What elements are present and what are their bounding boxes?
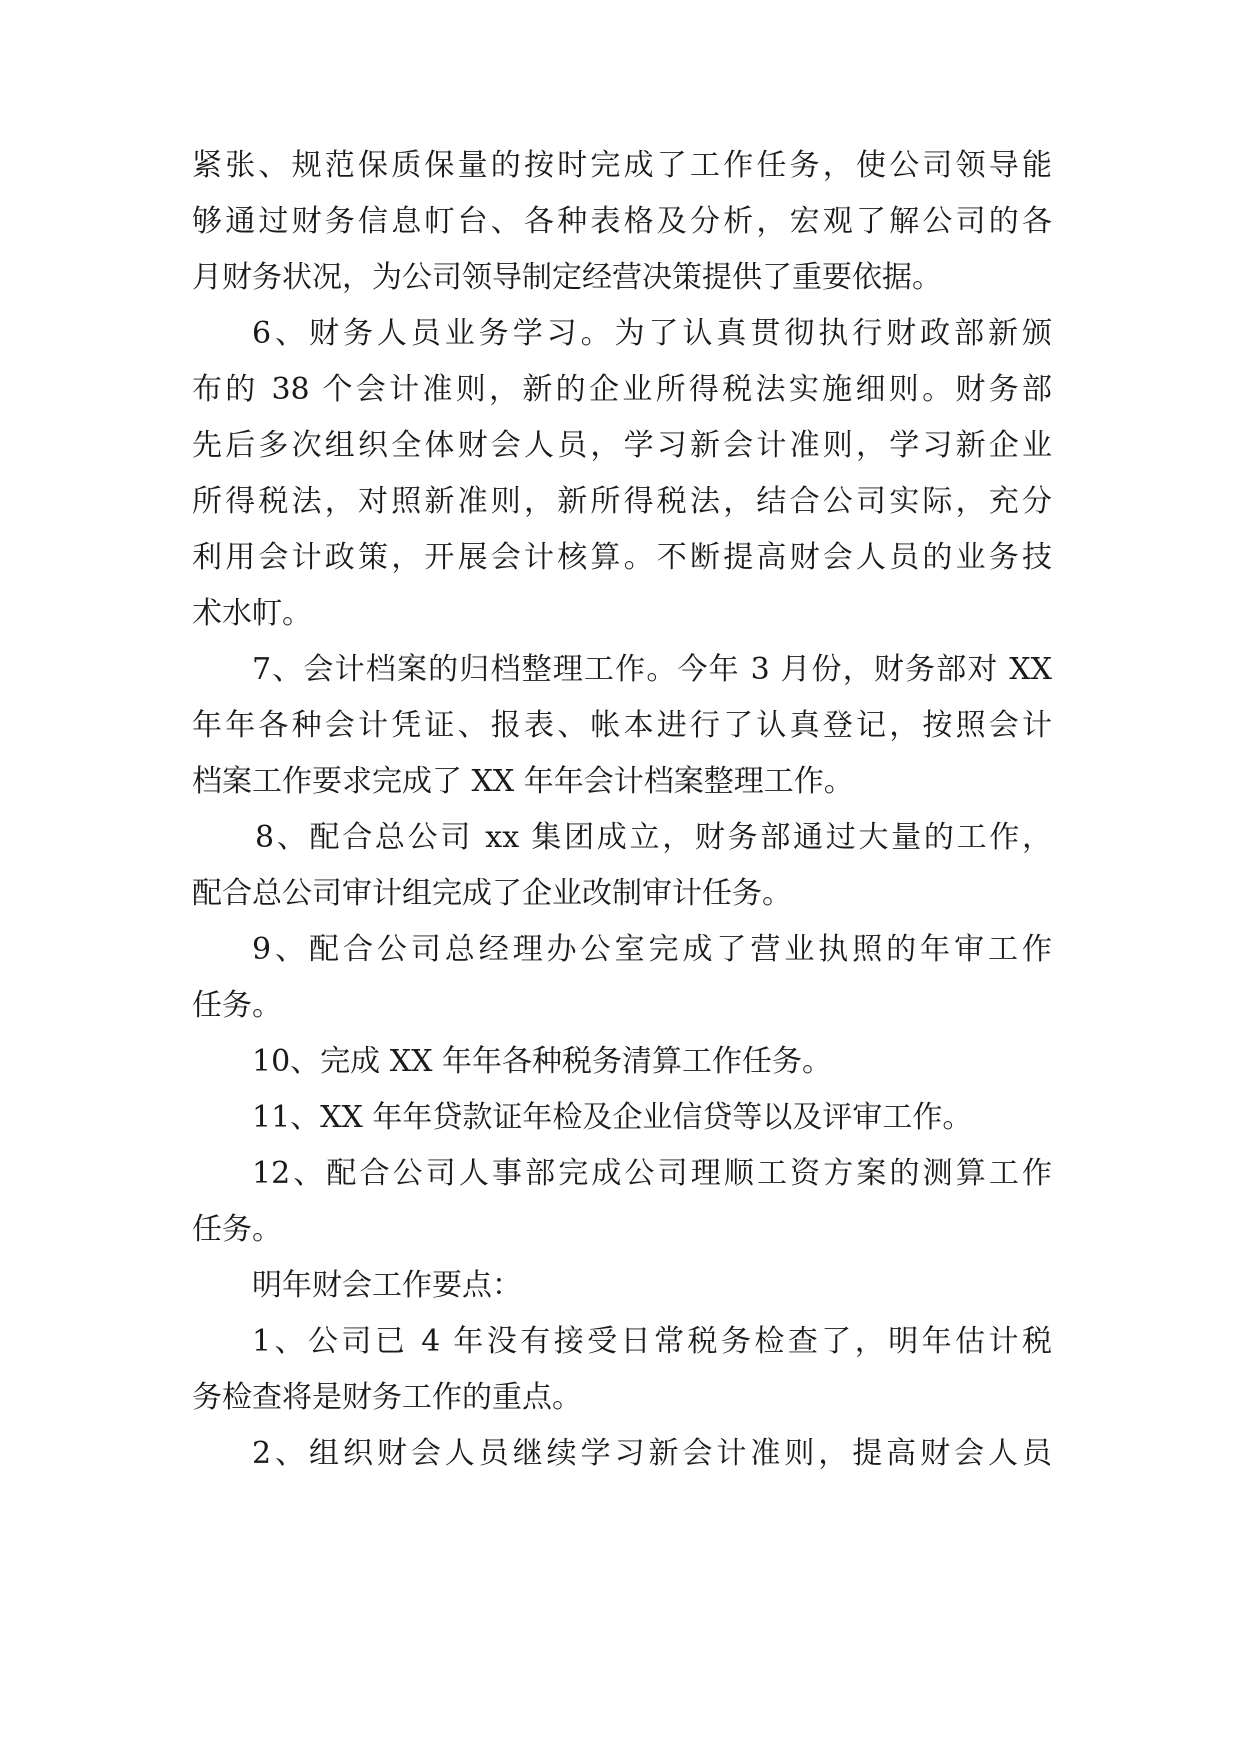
text-line-13: 8、配合总公司 xx 集团成立，财务部通过大量的工作， xyxy=(255,820,1052,855)
text-line-2: 够通过财务信息帄台、各种表格及分析，宏观了解公司的各 xyxy=(192,204,1052,239)
text-line-23: 务检查将是财务工作的重点。 xyxy=(192,1380,582,1415)
text-line-9: 术水帄。 xyxy=(192,596,312,631)
text-line-7: 所得税法，对照新准则，新所得税法，结合公司实际，充分 xyxy=(192,484,1052,519)
text-line-11: 年年各种会计凭证、报表、帐本进行了认真登记，按照会计 xyxy=(192,708,1052,743)
text-line-4: 6、财务人员业务学习。为了认真贯彻执行财政部新颁 xyxy=(252,316,1052,351)
text-line-8: 利用会计政策，开展会计核算。不断提高财会人员的业务技 xyxy=(192,540,1052,575)
text-line-18: 11、XX 年年贷款证年检及企业信贷等以及评审工作。 xyxy=(252,1100,973,1135)
text-line-15: 9、配合公司总经理办公室完成了营业执照的年审工作 xyxy=(252,932,1052,967)
text-line-24: 2、组织财会人员继续学习新会计准则，提高财会人员 xyxy=(252,1436,1052,1471)
text-line-5: 布的 38 个会计准则，新的企业所得税法实施细则。财务部 xyxy=(192,372,1052,407)
section-heading: 明年财会工作要点： xyxy=(252,1268,522,1303)
text-line-14: 配合总公司审计组完成了企业改制审计任务。 xyxy=(192,876,792,911)
text-line-22: 1、公司已 4 年没有接受日常税务检查了，明年估计税 xyxy=(252,1324,1052,1359)
text-line-6: 先后多次组织全体财会人员，学习新会计准则，学习新企业 xyxy=(192,428,1052,463)
text-line-10: 7、会计档案的归档整理工作。今年 3 月份，财务部对 XX xyxy=(252,652,1052,687)
text-line-12: 档案工作要求完成了 XX 年年会计档案整理工作。 xyxy=(192,764,854,799)
text-line-19: 12、配合公司人事部完成公司理顺工资方案的测算工作 xyxy=(252,1156,1052,1191)
text-line-17: 10、完成 XX 年年各种税务清算工作任务。 xyxy=(252,1044,832,1079)
text-line-3: 月财务状况，为公司领导制定经营决策提供了重要依据。 xyxy=(192,260,942,295)
text-line-20: 任务。 xyxy=(192,1212,282,1247)
text-line-16: 任务。 xyxy=(192,988,282,1023)
text-line-1: 紧张、规范保质保量的按时完成了工作任务，使公司领导能 xyxy=(192,148,1052,183)
